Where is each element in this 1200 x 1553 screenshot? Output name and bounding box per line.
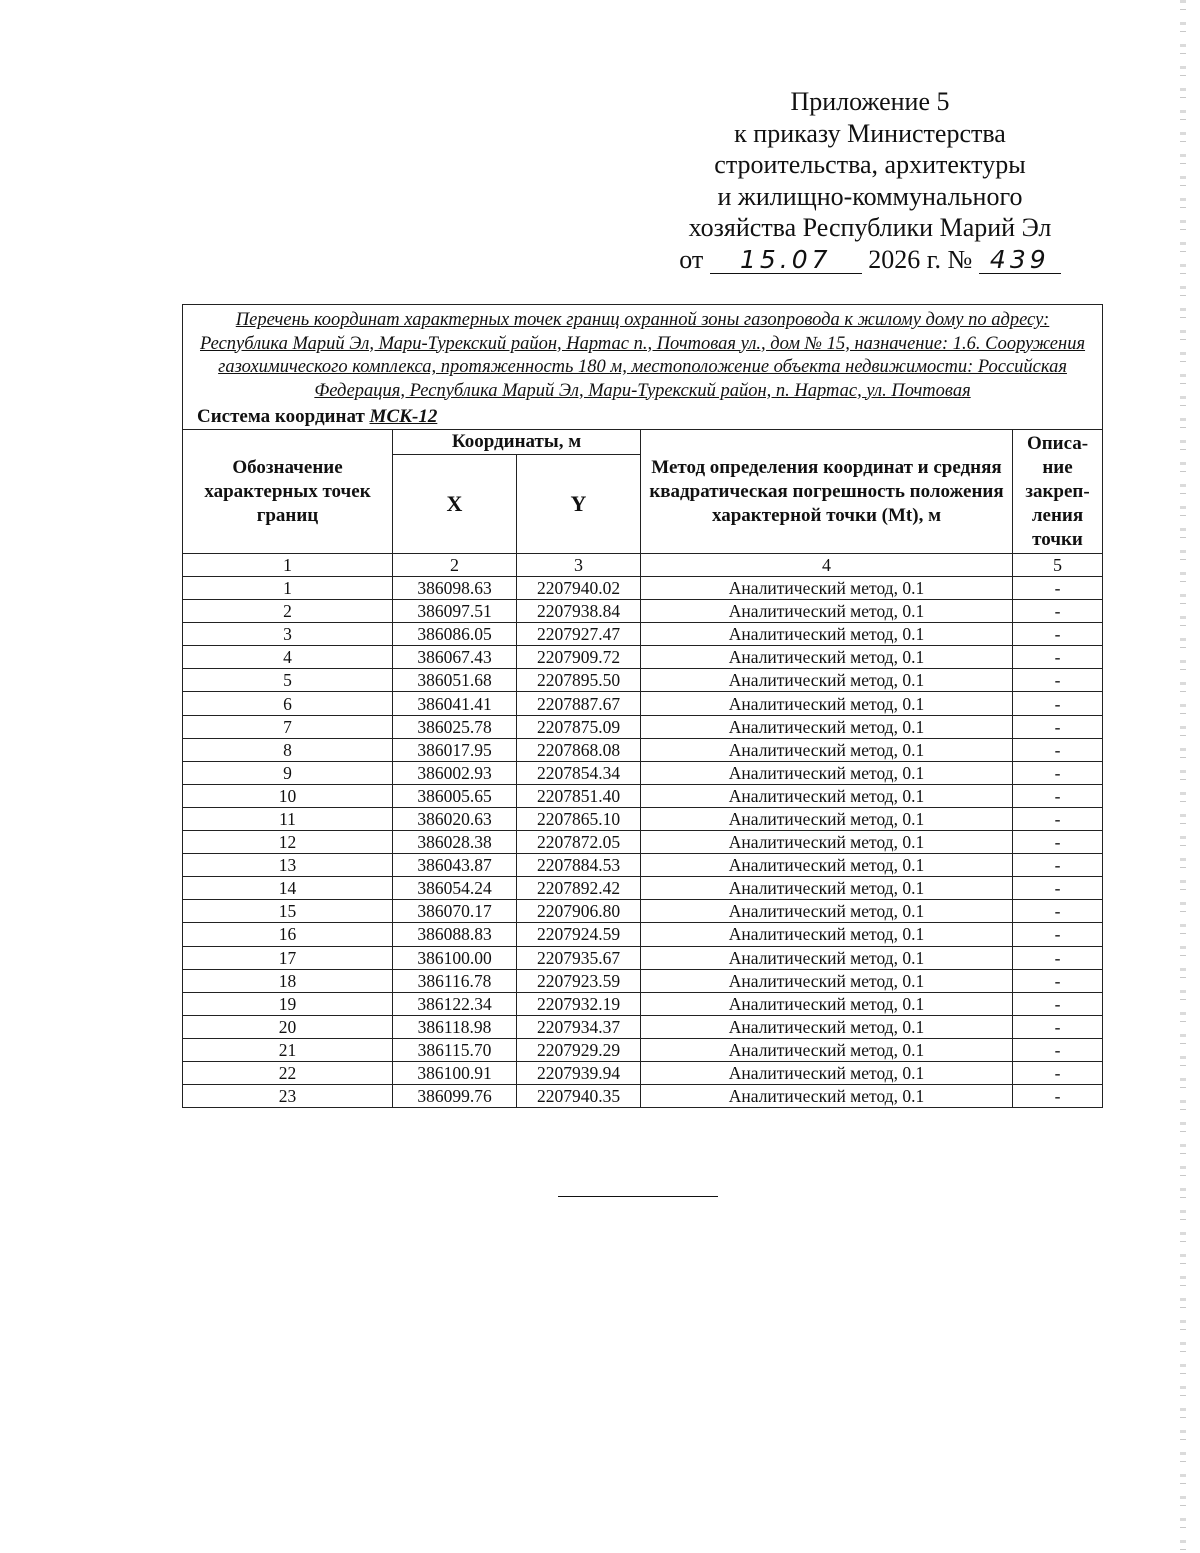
table-row: [183, 1015, 1103, 1038]
point-id-cell: 21: [183, 1038, 393, 1061]
coordinate-system-label: Система координат: [197, 406, 365, 427]
point-id-cell: 8: [183, 738, 393, 761]
x-coordinate-cell: 386097.51: [393, 600, 517, 623]
y-coordinate-cell: 2207940.02: [517, 577, 641, 600]
x-coordinate-cell: 386100.00: [393, 946, 517, 969]
method-cell: Аналитический метод, 0.1: [641, 877, 1013, 900]
description-cell: -: [1013, 715, 1103, 738]
x-coordinate-cell: 386028.38: [393, 831, 517, 854]
description-cell: -: [1013, 784, 1103, 807]
table-row: [183, 831, 1103, 854]
table-row: [183, 577, 1103, 600]
method-cell: Аналитический метод, 0.1: [641, 646, 1013, 669]
point-id-cell: 10: [183, 784, 393, 807]
method-cell: Аналитический метод, 0.1: [641, 715, 1013, 738]
y-coordinate-cell: 2207939.94: [517, 1061, 641, 1084]
description-cell: -: [1013, 807, 1103, 830]
method-cell: Аналитический метод, 0.1: [641, 923, 1013, 946]
description-cell: -: [1013, 1015, 1103, 1038]
column-number: 5: [1013, 554, 1103, 577]
order-number-handwritten: 439: [979, 247, 1061, 274]
description-cell: -: [1013, 600, 1103, 623]
y-coordinate-cell: 2207851.40: [517, 784, 641, 807]
point-id-cell: 12: [183, 831, 393, 854]
method-cell: Аналитический метод, 0.1: [641, 900, 1013, 923]
description-cell: -: [1013, 1061, 1103, 1084]
point-id-cell: 20: [183, 1015, 393, 1038]
description-cell: -: [1013, 1085, 1103, 1108]
y-coordinate-cell: 2207934.37: [517, 1015, 641, 1038]
description-cell: -: [1013, 831, 1103, 854]
table-row: [183, 646, 1103, 669]
table-row: [183, 669, 1103, 692]
method-cell: Аналитический метод, 0.1: [641, 784, 1013, 807]
description-cell: -: [1013, 1038, 1103, 1061]
x-coordinate-cell: 386043.87: [393, 854, 517, 877]
method-cell: Аналитический метод, 0.1: [641, 669, 1013, 692]
x-coordinate-cell: 386116.78: [393, 969, 517, 992]
point-id-cell: 16: [183, 923, 393, 946]
point-id-cell: 11: [183, 807, 393, 830]
table-row: [183, 854, 1103, 877]
point-id-cell: 14: [183, 877, 393, 900]
y-coordinate-cell: 2207854.34: [517, 761, 641, 784]
description-cell: -: [1013, 877, 1103, 900]
method-cell: Аналитический метод, 0.1: [641, 1061, 1013, 1084]
x-coordinate-cell: 386115.70: [393, 1038, 517, 1061]
scan-edge-artifact: [1180, 0, 1186, 1553]
y-coordinate-cell: 2207875.09: [517, 715, 641, 738]
description-cell: -: [1013, 692, 1103, 715]
order-year: 2026 г. №: [868, 244, 973, 274]
table-row: [183, 623, 1103, 646]
header-line: и жилищно-коммунального: [717, 181, 1023, 211]
point-id-cell: 2: [183, 600, 393, 623]
point-id-cell: 3: [183, 623, 393, 646]
point-id-cell: 15: [183, 900, 393, 923]
point-id-cell: 7: [183, 715, 393, 738]
x-coordinate-cell: 386054.24: [393, 877, 517, 900]
table-row: [183, 1038, 1103, 1061]
header-line: строительства, архитектуры: [714, 150, 1026, 179]
table-row: [183, 1085, 1103, 1108]
x-coordinate-cell: 386100.91: [393, 1061, 517, 1084]
table-row: [183, 900, 1103, 923]
x-coordinate-cell: 386020.63: [393, 807, 517, 830]
point-id-cell: 5: [183, 669, 393, 692]
y-coordinate-cell: 2207940.35: [517, 1085, 641, 1108]
description-cell: -: [1013, 646, 1103, 669]
column-number: 3: [517, 554, 641, 577]
appendix-header: [640, 86, 1100, 275]
y-coordinate-cell: 2207932.19: [517, 992, 641, 1015]
y-coordinate-cell: 2207865.10: [517, 807, 641, 830]
table-row: [183, 738, 1103, 761]
table-row: [183, 715, 1103, 738]
method-cell: Аналитический метод, 0.1: [641, 1015, 1013, 1038]
table-row: [183, 692, 1103, 715]
description-cell: -: [1013, 992, 1103, 1015]
method-cell: Аналитический метод, 0.1: [641, 623, 1013, 646]
y-coordinate-cell: 2207868.08: [517, 738, 641, 761]
table-row: [183, 923, 1103, 946]
y-coordinate-cell: 2207887.67: [517, 692, 641, 715]
description-cell: -: [1013, 900, 1103, 923]
table-row: [183, 600, 1103, 623]
table-row: [183, 969, 1103, 992]
y-coordinate-cell: 2207924.59: [517, 923, 641, 946]
column-header-x: X: [393, 455, 517, 554]
y-coordinate-cell: 2207895.50: [517, 669, 641, 692]
column-header-method: Метод определения координат и средняя квадратическая погрешность положения характерной точки (Mt), м: [641, 430, 1013, 554]
x-coordinate-cell: 386070.17: [393, 900, 517, 923]
point-id-cell: 4: [183, 646, 393, 669]
x-coordinate-cell: 386122.34: [393, 992, 517, 1015]
method-cell: Аналитический метод, 0.1: [641, 946, 1013, 969]
x-coordinate-cell: 386099.76: [393, 1085, 517, 1108]
description-cell: -: [1013, 577, 1103, 600]
x-coordinate-cell: 386067.43: [393, 646, 517, 669]
description-cell: -: [1013, 923, 1103, 946]
y-coordinate-cell: 2207884.53: [517, 854, 641, 877]
description-cell: -: [1013, 669, 1103, 692]
point-id-cell: 22: [183, 1061, 393, 1084]
y-coordinate-cell: 2207935.67: [517, 946, 641, 969]
description-cell: -: [1013, 761, 1103, 784]
header-line: Приложение 5: [790, 87, 950, 116]
point-id-cell: 18: [183, 969, 393, 992]
table-row: [183, 784, 1103, 807]
x-coordinate-cell: 386086.05: [393, 623, 517, 646]
order-reference: [640, 244, 1100, 276]
x-coordinate-cell: 386017.95: [393, 738, 517, 761]
method-cell: Аналитический метод, 0.1: [641, 854, 1013, 877]
method-cell: Аналитический метод, 0.1: [641, 969, 1013, 992]
column-header-designation: Обозначение характерных точек границ: [183, 430, 393, 554]
point-id-cell: 19: [183, 992, 393, 1015]
method-cell: Аналитический метод, 0.1: [641, 831, 1013, 854]
column-header-description: Описа-ние закреп-ления точки: [1013, 430, 1103, 554]
table-row: [183, 992, 1103, 1015]
table-row: [183, 761, 1103, 784]
x-coordinate-cell: 386088.83: [393, 923, 517, 946]
column-header-coordinates: Координаты, м: [393, 430, 641, 455]
y-coordinate-cell: 2207927.47: [517, 623, 641, 646]
x-coordinate-cell: 386041.41: [393, 692, 517, 715]
column-number: 1: [183, 554, 393, 577]
x-coordinate-cell: 386098.63: [393, 577, 517, 600]
y-coordinate-cell: 2207892.42: [517, 877, 641, 900]
header-line: хозяйства Республики Марий Эл: [688, 213, 1052, 242]
point-id-cell: 13: [183, 854, 393, 877]
table-caption: Перечень координат характерных точек границ охранной зоны газопровода к жилому дому по адресу: Республика Марий Эл, Мари-Турекский район, Нартас п., Почтовая ул., дом № 15, назначение: 1.6. Сооружения газохимического комплекса, протяженность 180 м, местоположение объекта недвижимости: Российская Федерация, Республика Марий Эл, Мари-Турекский район, п. Нартас, ул. Почтовая: [183, 305, 1103, 406]
description-cell: -: [1013, 854, 1103, 877]
column-number: 2: [393, 554, 517, 577]
method-cell: Аналитический метод, 0.1: [641, 1085, 1013, 1108]
y-coordinate-cell: 2207872.05: [517, 831, 641, 854]
y-coordinate-cell: 2207906.80: [517, 900, 641, 923]
table-row: [183, 877, 1103, 900]
method-cell: Аналитический метод, 0.1: [641, 992, 1013, 1015]
point-id-cell: 17: [183, 946, 393, 969]
x-coordinate-cell: 386025.78: [393, 715, 517, 738]
order-date-handwritten: 15.07: [710, 247, 862, 274]
x-coordinate-cell: 386051.68: [393, 669, 517, 692]
point-id-cell: 23: [183, 1085, 393, 1108]
column-number: 4: [641, 554, 1013, 577]
order-prefix: от: [679, 244, 704, 274]
description-cell: -: [1013, 623, 1103, 646]
y-coordinate-cell: 2207923.59: [517, 969, 641, 992]
x-coordinate-cell: 386005.65: [393, 784, 517, 807]
x-coordinate-cell: 386002.93: [393, 761, 517, 784]
method-cell: Аналитический метод, 0.1: [641, 1038, 1013, 1061]
point-id-cell: 9: [183, 761, 393, 784]
method-cell: Аналитический метод, 0.1: [641, 761, 1013, 784]
x-coordinate-cell: 386118.98: [393, 1015, 517, 1038]
method-cell: Аналитический метод, 0.1: [641, 807, 1013, 830]
description-cell: -: [1013, 969, 1103, 992]
method-cell: Аналитический метод, 0.1: [641, 738, 1013, 761]
footer-divider: [558, 1196, 718, 1197]
table-row: [183, 946, 1103, 969]
description-cell: -: [1013, 738, 1103, 761]
y-coordinate-cell: 2207909.72: [517, 646, 641, 669]
method-cell: Аналитический метод, 0.1: [641, 577, 1013, 600]
coordinate-system-value: МСК-12: [369, 406, 438, 427]
y-coordinate-cell: 2207938.84: [517, 600, 641, 623]
header-line: к приказу Министерства: [734, 118, 1006, 148]
point-id-cell: 6: [183, 692, 393, 715]
description-cell: -: [1013, 946, 1103, 969]
table-row: [183, 807, 1103, 830]
point-id-cell: 1: [183, 577, 393, 600]
column-header-y: Y: [517, 455, 641, 554]
table-row: [183, 1061, 1103, 1084]
method-cell: Аналитический метод, 0.1: [641, 692, 1013, 715]
y-coordinate-cell: 2207929.29: [517, 1038, 641, 1061]
coordinates-table: [182, 304, 1103, 1108]
coordinate-system: [183, 405, 1103, 430]
method-cell: Аналитический метод, 0.1: [641, 600, 1013, 623]
